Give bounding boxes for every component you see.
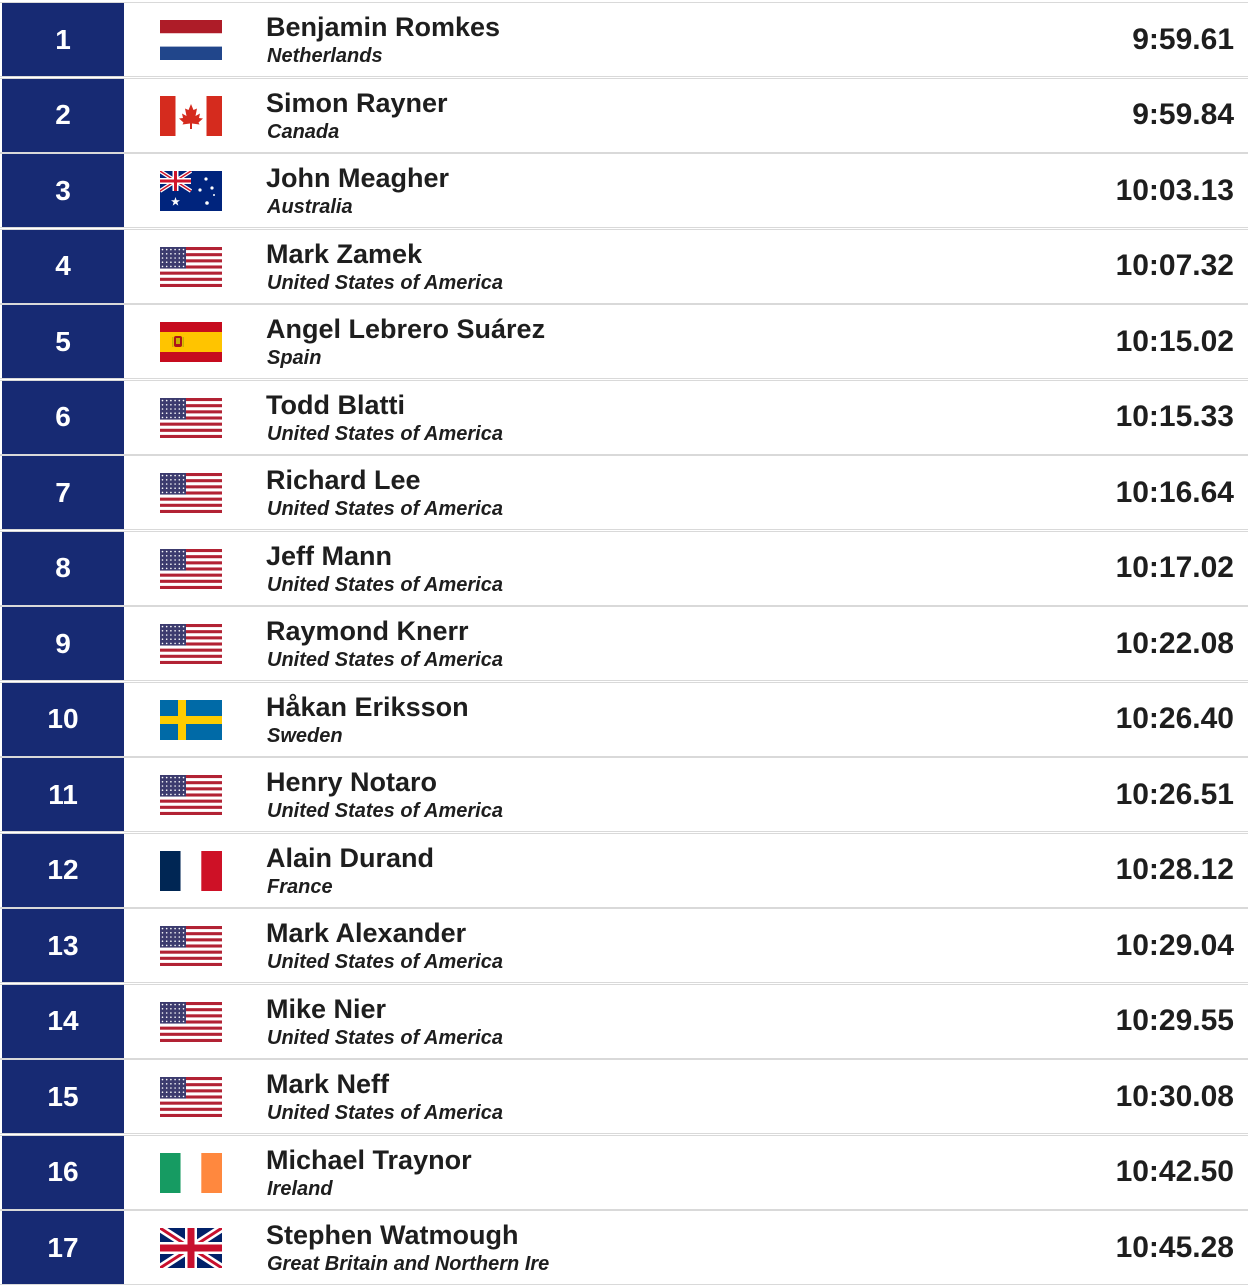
- rank-badge: 6: [2, 381, 124, 454]
- result-row: [0, 1135, 1248, 1210]
- athlete-name: Michael Traynor: [266, 1144, 472, 1175]
- usa-flag-icon: [160, 473, 222, 513]
- rank-badge: 17: [2, 1211, 124, 1284]
- finish-time: 10:26.51: [1115, 777, 1234, 811]
- result-row: [0, 984, 1248, 1059]
- result-row: [0, 229, 1248, 304]
- result-row: [0, 380, 1248, 455]
- rank-badge: 14: [2, 985, 124, 1058]
- result-row: [0, 455, 1248, 530]
- athlete-name: Raymond Knerr: [266, 616, 469, 646]
- rank-badge: 3: [2, 154, 124, 227]
- athlete-name: Benjamin Romkes: [266, 12, 501, 42]
- rank-badge: 7: [2, 456, 124, 529]
- athlete-name: Henry Notaro: [266, 767, 438, 797]
- result-row: [0, 531, 1248, 606]
- rank-badge: 11: [2, 758, 124, 831]
- athlete-country: United States of America: [267, 1102, 503, 1124]
- usa-flag-icon: [160, 1002, 222, 1042]
- uk-flag-icon: [160, 1228, 222, 1268]
- usa-flag-icon: [160, 775, 222, 815]
- netherlands-flag-icon: [160, 20, 222, 60]
- athlete-country: United States of America: [267, 951, 503, 973]
- athlete-name: Håkan Eriksson: [266, 691, 469, 722]
- result-row: [0, 682, 1248, 757]
- rank-badge: 5: [2, 305, 124, 378]
- usa-flag-icon: [160, 624, 222, 664]
- finish-time: 10:15.02: [1115, 324, 1234, 358]
- result-row: [0, 153, 1248, 228]
- rank-badge: 16: [2, 1136, 124, 1209]
- rank-badge: 13: [2, 909, 124, 982]
- athlete-name: Mike Nier: [266, 993, 387, 1024]
- finish-time: 10:16.64: [1115, 475, 1234, 509]
- athlete-country: Great Britain and Northern Ire: [267, 1253, 550, 1275]
- athlete-name: John Meagher: [266, 163, 450, 193]
- ireland-flag-icon: [160, 1153, 222, 1193]
- athlete-country: Ireland: [267, 1177, 333, 1200]
- athlete-name: Jeff Mann: [266, 540, 393, 571]
- athlete-country: Australia: [267, 196, 353, 218]
- athlete-name: Simon Rayner: [266, 87, 448, 118]
- finish-time: 10:03.13: [1115, 173, 1234, 207]
- rank-badge: 8: [2, 532, 124, 605]
- athlete-name: Alain Durand: [266, 842, 435, 873]
- result-row: [0, 2, 1248, 77]
- france-flag-icon: [160, 851, 222, 891]
- result-row: [0, 908, 1248, 983]
- athlete-name: Mark Neff: [266, 1069, 390, 1099]
- athlete-country: Canada: [267, 120, 340, 143]
- usa-flag-icon: [160, 1077, 222, 1117]
- finish-time: 10:42.50: [1115, 1155, 1234, 1188]
- athlete-country: United States of America: [267, 271, 503, 294]
- sweden-flag-icon: [160, 700, 222, 740]
- athlete-country: United States of America: [267, 800, 503, 822]
- result-row: [0, 1210, 1248, 1285]
- finish-time: 10:07.32: [1115, 249, 1234, 282]
- athlete-name: Angel Lebrero Suárez: [266, 314, 546, 344]
- athlete-country: United States of America: [267, 498, 503, 520]
- athlete-country: Netherlands: [267, 45, 383, 67]
- rank-badge: 10: [2, 683, 124, 756]
- athlete-country: United States of America: [267, 422, 503, 445]
- athlete-name: Mark Zamek: [266, 238, 423, 269]
- result-row: [0, 304, 1248, 379]
- finish-time: 10:29.55: [1115, 1004, 1234, 1037]
- finish-time: 10:29.04: [1115, 928, 1234, 962]
- rank-badge: 9: [2, 607, 124, 680]
- athlete-name: Stephen Watmough: [266, 1220, 519, 1250]
- athlete-name: Richard Lee: [266, 465, 421, 495]
- result-row: [0, 833, 1248, 908]
- usa-flag-icon: [160, 247, 222, 287]
- athlete-country: Sweden: [267, 724, 343, 747]
- athlete-country: United States of America: [267, 649, 503, 671]
- rank-badge: 12: [2, 834, 124, 907]
- athlete-country: United States of America: [267, 1026, 503, 1049]
- finish-time: 9:59.61: [1132, 22, 1234, 56]
- finish-time: 10:28.12: [1115, 853, 1234, 886]
- result-row: [0, 757, 1248, 832]
- athlete-country: Spain: [267, 347, 322, 369]
- rank-badge: 4: [2, 230, 124, 303]
- rank-badge: 1: [2, 3, 124, 76]
- result-row: [0, 78, 1248, 153]
- usa-flag-icon: [160, 926, 222, 966]
- athlete-name: Mark Alexander: [266, 918, 467, 948]
- rank-badge: 2: [2, 79, 124, 152]
- athlete-country: United States of America: [267, 573, 503, 596]
- finish-time: 10:17.02: [1115, 551, 1234, 584]
- finish-time: 10:30.08: [1115, 1079, 1234, 1113]
- finish-time: 10:26.40: [1115, 702, 1234, 735]
- result-row: [0, 606, 1248, 681]
- canada-flag-icon: [160, 96, 222, 136]
- result-row: [0, 1059, 1248, 1134]
- rank-badge: 15: [2, 1060, 124, 1133]
- usa-flag-icon: [160, 398, 222, 438]
- athlete-name: Todd Blatti: [266, 389, 405, 420]
- spain-flag-icon: [160, 322, 222, 362]
- athlete-country: France: [267, 875, 333, 898]
- finish-time: 9:59.84: [1132, 98, 1234, 131]
- finish-time: 10:22.08: [1115, 626, 1234, 660]
- finish-time: 10:15.33: [1115, 400, 1234, 433]
- finish-time: 10:45.28: [1115, 1230, 1234, 1264]
- australia-flag-icon: [160, 171, 222, 211]
- usa-flag-icon: [160, 549, 222, 589]
